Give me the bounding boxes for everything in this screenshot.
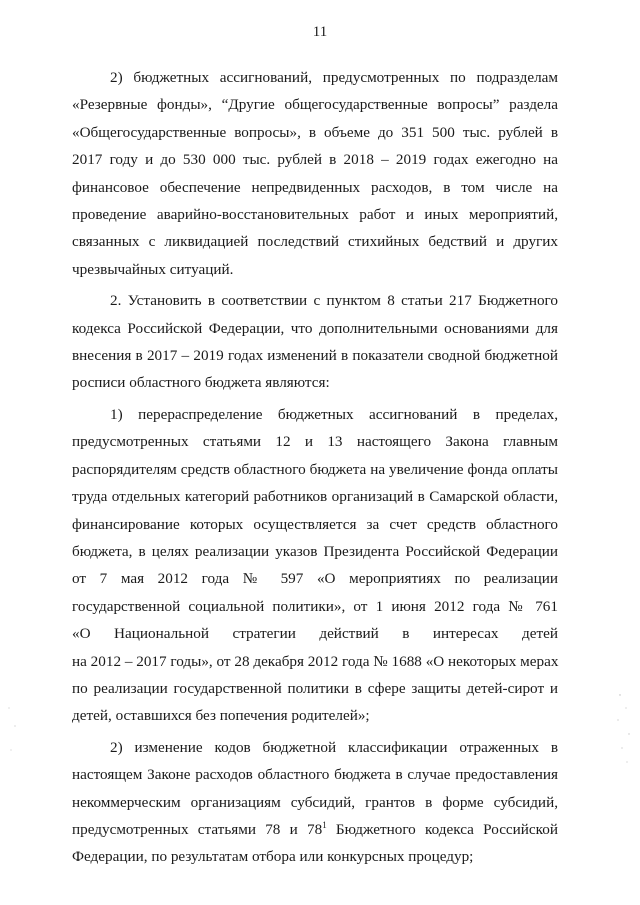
- text-line: внесения в 2017 – 2019 годах изменений в показатели сводной бюджетной: [72, 347, 558, 365]
- text-line: бюджета, в целях реализации указов Президента Российской Федерации: [72, 542, 558, 560]
- text-line: государственной социальной политики», от 1 июня 2012 года № 761: [72, 597, 558, 615]
- text-line: росписи областного бюджета являются:: [72, 374, 330, 392]
- text-line: финансирование которых осуществляется за счет средств областного: [72, 515, 558, 533]
- text-line: 1) перераспределение бюджетных ассигнований в пределах,: [110, 405, 558, 423]
- text-line: некоммерческим организациям субсидий, грантов в форме субсидий,: [72, 793, 558, 811]
- paragraph-classification-codes: [72, 734, 558, 871]
- text-line: детей, оставшихся без попечения родителей»;: [72, 707, 370, 725]
- text-line-with-superscript: [72, 816, 558, 843]
- text-line: 2. Установить в соответствии с пунктом 8 статьи 217 Бюджетного: [110, 292, 558, 310]
- text-line: финансовое обеспечение непредвиденных расходов, в том числе на: [72, 178, 558, 196]
- text-line: кодекса Российской Федерации, что дополнительными основаниями для: [72, 319, 558, 337]
- text-fragment: предусмотренных статьями 78 и 78: [72, 820, 323, 838]
- text-line: распорядителям средств областного бюджета на увеличение фонда оплаты: [72, 460, 558, 478]
- page-number: 11: [312, 24, 328, 40]
- text-line: «Резервные фонды», “Другие общегосударственные вопросы” раздела: [72, 96, 558, 114]
- text-line: настоящем Законе расходов областного бюджета в случае предоставления: [72, 766, 558, 784]
- text-line: от 7 мая 2012 года № 597 «О мероприятиях по реализации: [72, 570, 558, 588]
- text-line: по реализации государственной политики в сфере защиты детей-сирот и: [72, 679, 558, 697]
- superscript-mark: 1: [322, 819, 327, 830]
- paragraph-reallocation: [72, 401, 558, 730]
- text-line: 2) бюджетных ассигнований, предусмотренных по подразделам: [110, 69, 558, 86]
- text-line: «О Национальной стратегии действий в интересах детей: [72, 625, 558, 643]
- paragraph-article-217: [72, 287, 558, 397]
- text-line: связанных с ликвидацией последствий стихийных бедствий и других: [72, 233, 558, 251]
- scan-artifact-dots: [4, 700, 24, 780]
- text-line: «Общегосударственные вопросы», в объеме до 351 500 тыс. рублей в: [72, 123, 558, 141]
- text-line: труда отдельных категорий работников организаций в Самарской области,: [72, 488, 558, 506]
- scan-artifact-dots: [614, 690, 634, 770]
- document-body: [72, 64, 558, 875]
- text-line: проведение аварийно-восстановительных работ и иных мероприятий,: [72, 206, 558, 224]
- text-line: чрезвычайных ситуаций.: [72, 260, 234, 278]
- text-line: Федерации, по результатам отбора или конкурсных процедур;: [72, 848, 474, 866]
- text-fragment: Бюджетного кодекса Российской: [326, 820, 558, 838]
- text-line: на 2012 – 2017 годы», от 28 декабря 2012 года № 1688 «О некоторых мерах: [72, 652, 559, 670]
- text-line: 2017 году и до 530 000 тыс. рублей в 2018 – 2019 годах ежегодно на: [72, 151, 558, 169]
- text-line: предусмотренных статьями 12 и 13 настоящего Закона главным: [72, 433, 558, 451]
- paragraph-reserve-funds: [72, 64, 558, 283]
- text-line: 2) изменение кодов бюджетной классификации отраженных в: [110, 738, 558, 756]
